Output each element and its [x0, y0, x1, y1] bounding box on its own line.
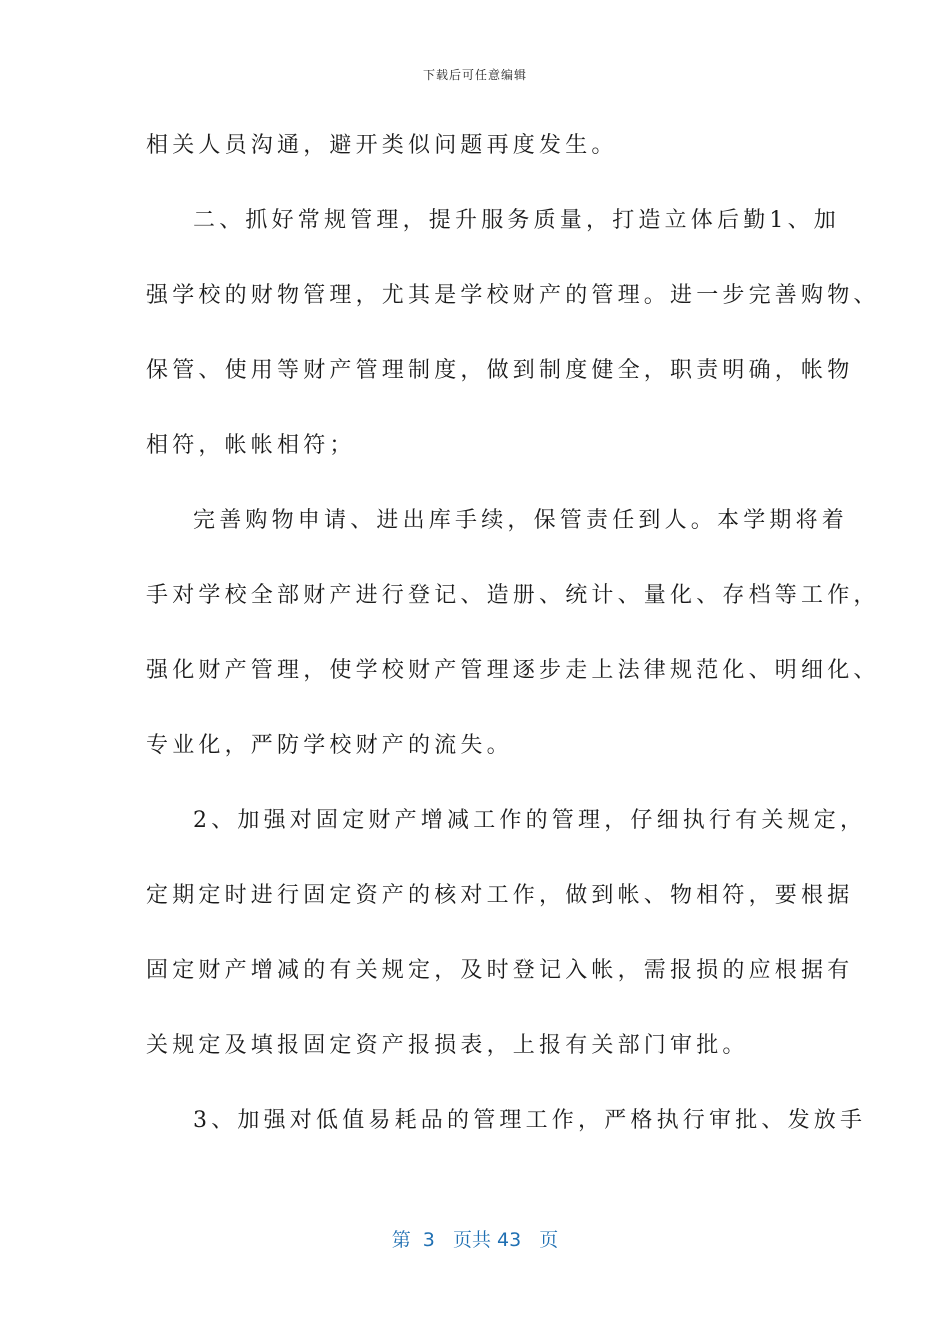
paragraph-line: 保管、使用等财产管理制度，做到制度健全，职责明确，帐物	[146, 358, 854, 383]
paragraph-line: 完善购物申请、进出库手续，保管责任到人。本学期将着	[193, 508, 849, 533]
paragraph-line: 2、加强对固定财产增减工作的管理，仔细执行有关规定，	[193, 808, 867, 833]
document-body	[146, 121, 880, 1171]
paragraph-line: 手对学校全部财产进行登记、造册、统计、量化、存档等工作，	[146, 583, 880, 608]
paragraph-line: 强学校的财物管理，尤其是学校财产的管理。进一步完善购物、	[146, 283, 880, 308]
paragraph-line: 强化财产管理，使学校财产管理逐步走上法律规范化、明细化、	[146, 658, 880, 683]
paragraph-line: 3、加强对低值易耗品的管理工作，严格执行审批、发放手	[193, 1108, 867, 1133]
paragraph-line: 相关人员沟通，避开类似问题再度发生。	[146, 133, 618, 158]
page-footer: 第 3 页共 43 页	[391, 1229, 559, 1251]
paragraph-line: 二、抓好常规管理，提升服务质量，打造立体后勤1、加	[193, 208, 840, 233]
paragraph-line: 专业化，严防学校财产的流失。	[146, 733, 513, 758]
paragraph-line: 相符，帐帐相符；	[146, 433, 356, 458]
paragraph-line: 关规定及填报固定资产报损表，上报有关部门审批。	[146, 1033, 749, 1058]
header-note: 下载后可任意编辑	[422, 68, 527, 82]
paragraph-line: 固定财产增减的有关规定，及时登记入帐，需报损的应根据有	[146, 958, 854, 983]
paragraph-line: 定期定时进行固定资产的核对工作，做到帐、物相符，要根据	[146, 883, 854, 908]
